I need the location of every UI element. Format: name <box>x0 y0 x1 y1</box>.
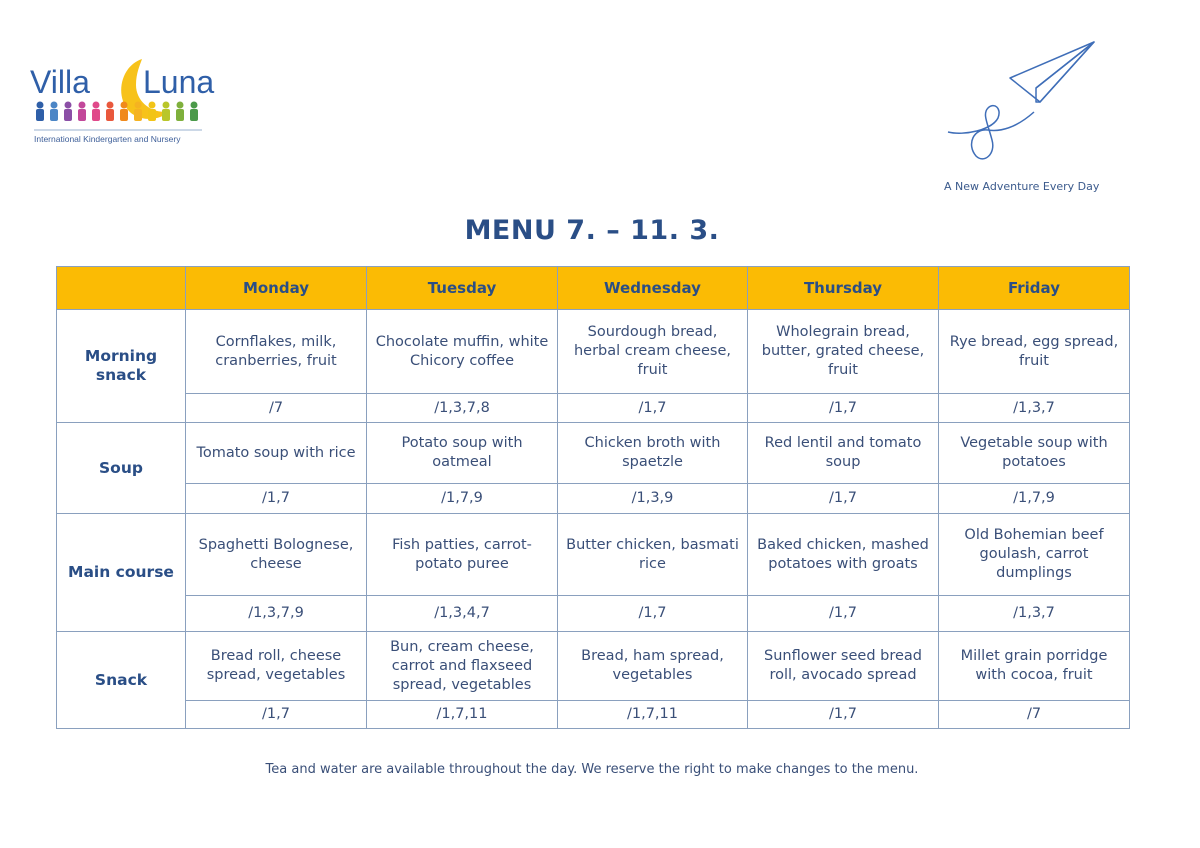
allergen-cell: /1,7 <box>748 596 939 632</box>
allergen-cell: /1,7,9 <box>367 484 558 514</box>
row-label-snack: Snack <box>57 632 186 729</box>
dish-cell: Sourdough bread, herbal cream cheese, fruit <box>558 310 748 394</box>
allergen-cell: /1,7 <box>748 484 939 514</box>
allergen-cell: /1,7,11 <box>367 701 558 729</box>
dish-cell: Spaghetti Bolognese, cheese <box>186 514 367 596</box>
allergen-row <box>57 596 1130 632</box>
dish-cell: Bread, ham spread, vegetables <box>558 632 748 701</box>
table-header-row <box>57 267 1130 310</box>
allergen-cell: /1,7 <box>186 484 367 514</box>
table-row <box>57 423 1130 484</box>
table-row <box>57 514 1130 596</box>
dish-cell: Rye bread, egg spread, fruit <box>939 310 1130 394</box>
allergen-cell: /1,3,7 <box>939 596 1130 632</box>
dish-cell: Bread roll, cheese spread, vegetables <box>186 632 367 701</box>
slogan: A New Adventure Every Day <box>944 180 1100 193</box>
allergen-cell: /7 <box>939 701 1130 729</box>
dish-cell: Sunflower seed bread roll, avocado spread <box>748 632 939 701</box>
children-figures-icon <box>36 102 198 122</box>
dish-cell: Bun, cream cheese, carrot and flaxseed spread, vegetables <box>367 632 558 701</box>
day-header-tuesday: Tuesday <box>367 267 558 310</box>
dish-cell: Chocolate muffin, white Chicory coffee <box>367 310 558 394</box>
dish-cell: Red lentil and tomato soup <box>748 423 939 484</box>
brand-luna: Luna <box>143 64 215 100</box>
menu-table <box>56 266 1130 729</box>
dish-cell: Chicken broth with spaetzle <box>558 423 748 484</box>
allergen-cell: /1,7 <box>748 701 939 729</box>
allergen-cell: /1,3,7,8 <box>367 394 558 423</box>
table-row <box>57 310 1130 394</box>
dish-cell: Butter chicken, basmati rice <box>558 514 748 596</box>
dish-cell: Cornflakes, milk, cranberries, fruit <box>186 310 367 394</box>
day-header-friday: Friday <box>939 267 1130 310</box>
allergen-cell: /1,7,9 <box>939 484 1130 514</box>
allergen-row <box>57 701 1130 729</box>
table-row <box>57 632 1130 701</box>
allergen-cell: /7 <box>186 394 367 423</box>
dish-cell: Wholegrain bread, butter, grated cheese, fruit <box>748 310 939 394</box>
dish-cell: Millet grain porridge with cocoa, fruit <box>939 632 1130 701</box>
allergen-cell: /1,3,7,9 <box>186 596 367 632</box>
allergen-cell: /1,7,11 <box>558 701 748 729</box>
allergen-cell: /1,3,7 <box>939 394 1130 423</box>
paper-plane-icon <box>944 40 1104 170</box>
day-header-wednesday: Wednesday <box>558 267 748 310</box>
allergen-row <box>57 484 1130 514</box>
allergen-cell: /1,7 <box>748 394 939 423</box>
row-label-morning-snack: Morning snack <box>57 310 186 423</box>
allergen-cell: /1,3,4,7 <box>367 596 558 632</box>
allergen-cell: /1,3,9 <box>558 484 748 514</box>
dish-cell: Baked chicken, mashed potatoes with groats <box>748 514 939 596</box>
allergen-row <box>57 394 1130 423</box>
footnote: Tea and water are available throughout the day. We reserve the right to make changes to the menu. <box>265 762 919 777</box>
dish-cell: Old Bohemian beef goulash, carrot dumplings <box>939 514 1130 596</box>
row-label-soup: Soup <box>57 423 186 514</box>
dish-cell: Tomato soup with rice <box>186 423 367 484</box>
dish-cell: Vegetable soup with potatoes <box>939 423 1130 484</box>
allergen-cell: /1,7 <box>558 596 748 632</box>
dish-cell: Fish patties, carrot-potato puree <box>367 514 558 596</box>
header-corner <box>57 267 186 310</box>
logo-tagline: International Kindergarten and Nursery <box>34 134 181 144</box>
allergen-cell: /1,7 <box>558 394 748 423</box>
brand-villa: Villa <box>30 64 90 100</box>
row-label-main-course: Main course <box>57 514 186 632</box>
dish-cell: Potato soup with oatmeal <box>367 423 558 484</box>
page-title: MENU 7. – 11. 3. <box>464 215 720 246</box>
allergen-cell: /1,7 <box>186 701 367 729</box>
day-header-monday: Monday <box>186 267 367 310</box>
day-header-thursday: Thursday <box>748 267 939 310</box>
